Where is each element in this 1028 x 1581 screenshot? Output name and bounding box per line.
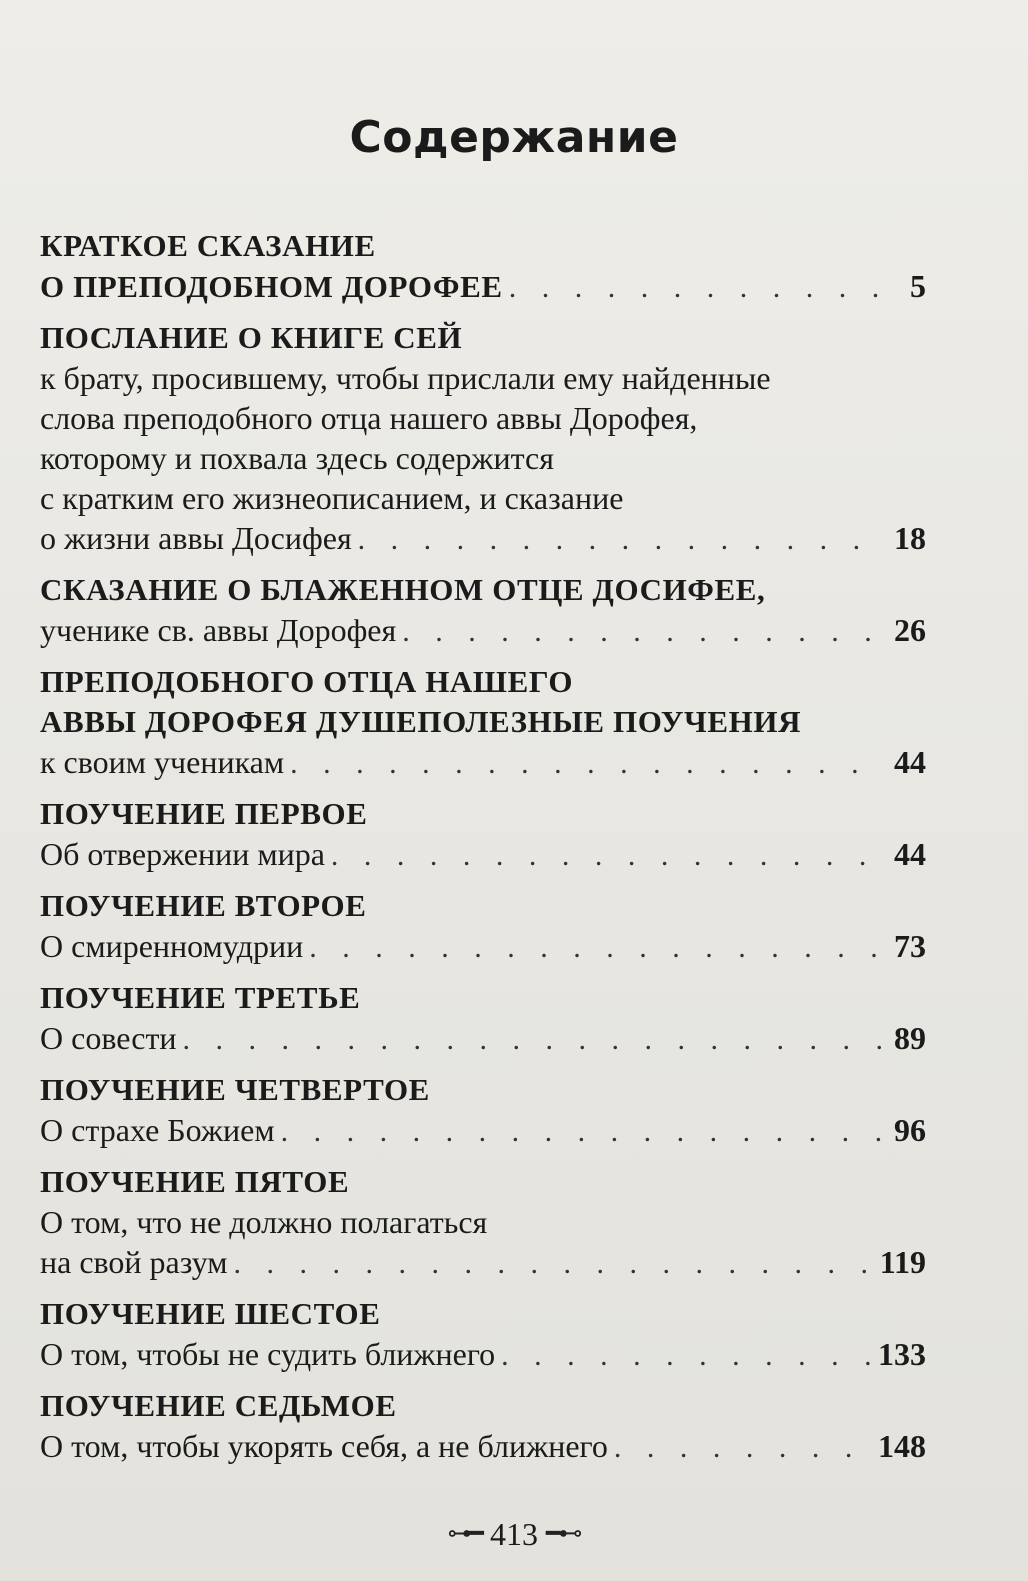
dot-leader (183, 1020, 886, 1060)
dot-leader (290, 744, 886, 784)
toc-entry-page-number: 5 (910, 268, 926, 304)
toc-entry (40, 662, 926, 784)
toc-entry-page-number: 44 (894, 836, 926, 872)
dot-leader (309, 928, 886, 968)
table-of-contents (40, 226, 926, 1478)
page-number: 413 (490, 1516, 538, 1552)
toc-entry-text: О ПРЕПОДОБНОМ ДОРОФЕЕ (40, 269, 503, 304)
toc-entry-heading: АВВЫ ДОРОФЕЯ ДУШЕПОЛЕЗНЫЕ ПОУЧЕНИЯ (40, 704, 802, 739)
toc-entry-subtitle: О том, что не должно полагаться (40, 1204, 488, 1240)
toc-entry-heading: ПРЕПОДОБНОГО ОТЦА НАШЕГО (40, 664, 574, 699)
dot-leader (509, 268, 902, 308)
toc-entry-subtitle: слова преподобного отца нашего аввы Дорофея, (40, 400, 698, 436)
toc-entry-page-number: 148 (878, 1428, 926, 1464)
toc-entry-leader-line (40, 1334, 926, 1376)
page-title: Содержание (349, 112, 679, 163)
toc-entry-page-number: 96 (894, 1112, 926, 1148)
toc-entry-leader-line (40, 1018, 926, 1060)
toc-entry-text: к своим ученикам (40, 744, 285, 780)
toc-entry-heading: ПОУЧЕНИЕ ВТОРОЕ (40, 888, 367, 923)
toc-entry (40, 794, 926, 876)
dot-leader (501, 1336, 870, 1376)
toc-entry-page-number: 73 (894, 928, 926, 964)
toc-entry-text: на свой разум (40, 1244, 228, 1280)
dot-leader (234, 1244, 872, 1284)
toc-entry-subtitle: с кратким его жизнеописанием, и сказание (40, 480, 624, 516)
toc-entry-heading: СКАЗАНИЕ О БЛАЖЕННОМ ОТЦЕ ДОСИФЕЕ, (40, 572, 766, 607)
page-number-footer (0, 1516, 1028, 1553)
toc-entry-text: Об отвержении мира (40, 836, 325, 872)
dot-leader (358, 520, 886, 560)
ornament-right-icon: ━⊷ (546, 1521, 581, 1547)
toc-entry (40, 1386, 926, 1468)
toc-entry-text: ученике св. аввы Дорофея (40, 612, 397, 648)
toc-entry (40, 1162, 926, 1284)
toc-entry-page-number: 26 (894, 612, 926, 648)
toc-entry (40, 318, 926, 560)
toc-entry (40, 1294, 926, 1376)
dot-leader (402, 612, 886, 652)
toc-entry-heading: ПОУЧЕНИЕ ПЕРВОЕ (40, 796, 368, 831)
toc-entry-text: О том, чтобы не судить ближнего (40, 1336, 496, 1372)
toc-entry (40, 570, 926, 652)
toc-entry-heading: ПОУЧЕНИЕ ЧЕТВЕРТОЕ (40, 1072, 430, 1107)
toc-entry-subtitle: которому и похвала здесь содержится (40, 440, 554, 476)
toc-entry-page-number: 18 (894, 520, 926, 556)
toc-entry-page-number: 133 (878, 1336, 926, 1372)
toc-entry-page-number: 44 (894, 744, 926, 780)
ornament-left-icon: ⊶━ (447, 1521, 482, 1547)
toc-entry-text: О совести (40, 1020, 177, 1056)
toc-entry-page-number: 89 (894, 1020, 926, 1056)
toc-entry (40, 1070, 926, 1152)
dot-leader (331, 836, 886, 876)
toc-entry-text: О том, чтобы укорять себя, а не ближнего (40, 1428, 608, 1464)
toc-entry-leader-line (40, 742, 926, 784)
toc-entry-leader-line (40, 834, 926, 876)
toc-entry-heading: КРАТКОЕ СКАЗАНИЕ (40, 228, 376, 263)
toc-entry-heading: ПОУЧЕНИЕ ТРЕТЬЕ (40, 980, 361, 1015)
toc-entry-subtitle: к брату, просившему, чтобы прислали ему найденные (40, 360, 771, 396)
toc-entry-text: О смиренномудрии (40, 928, 304, 964)
toc-entry-leader-line (40, 926, 926, 968)
dot-leader (614, 1428, 870, 1468)
dot-leader (281, 1112, 886, 1152)
toc-entry (40, 226, 926, 308)
toc-entry (40, 886, 926, 968)
toc-entry-leader-line (40, 518, 926, 560)
toc-entry-heading: ПОСЛАНИЕ О КНИГЕ СЕЙ (40, 320, 463, 355)
toc-entry-heading: ПОУЧЕНИЕ СЕДЬМОЕ (40, 1388, 397, 1423)
toc-entry (40, 978, 926, 1060)
toc-entry-text: О страхе Божием (40, 1112, 275, 1148)
toc-entry-heading: ПОУЧЕНИЕ ШЕСТОЕ (40, 1296, 381, 1331)
toc-entry-text: о жизни аввы Досифея (40, 520, 352, 556)
toc-entry-leader-line (40, 1242, 926, 1284)
toc-entry-leader-line (40, 266, 926, 308)
toc-entry-page-number: 119 (879, 1244, 926, 1280)
toc-entry-leader-line (40, 1110, 926, 1152)
toc-entry-leader-line (40, 610, 926, 652)
toc-entry-heading: ПОУЧЕНИЕ ПЯТОЕ (40, 1164, 350, 1199)
toc-entry-leader-line (40, 1426, 926, 1468)
